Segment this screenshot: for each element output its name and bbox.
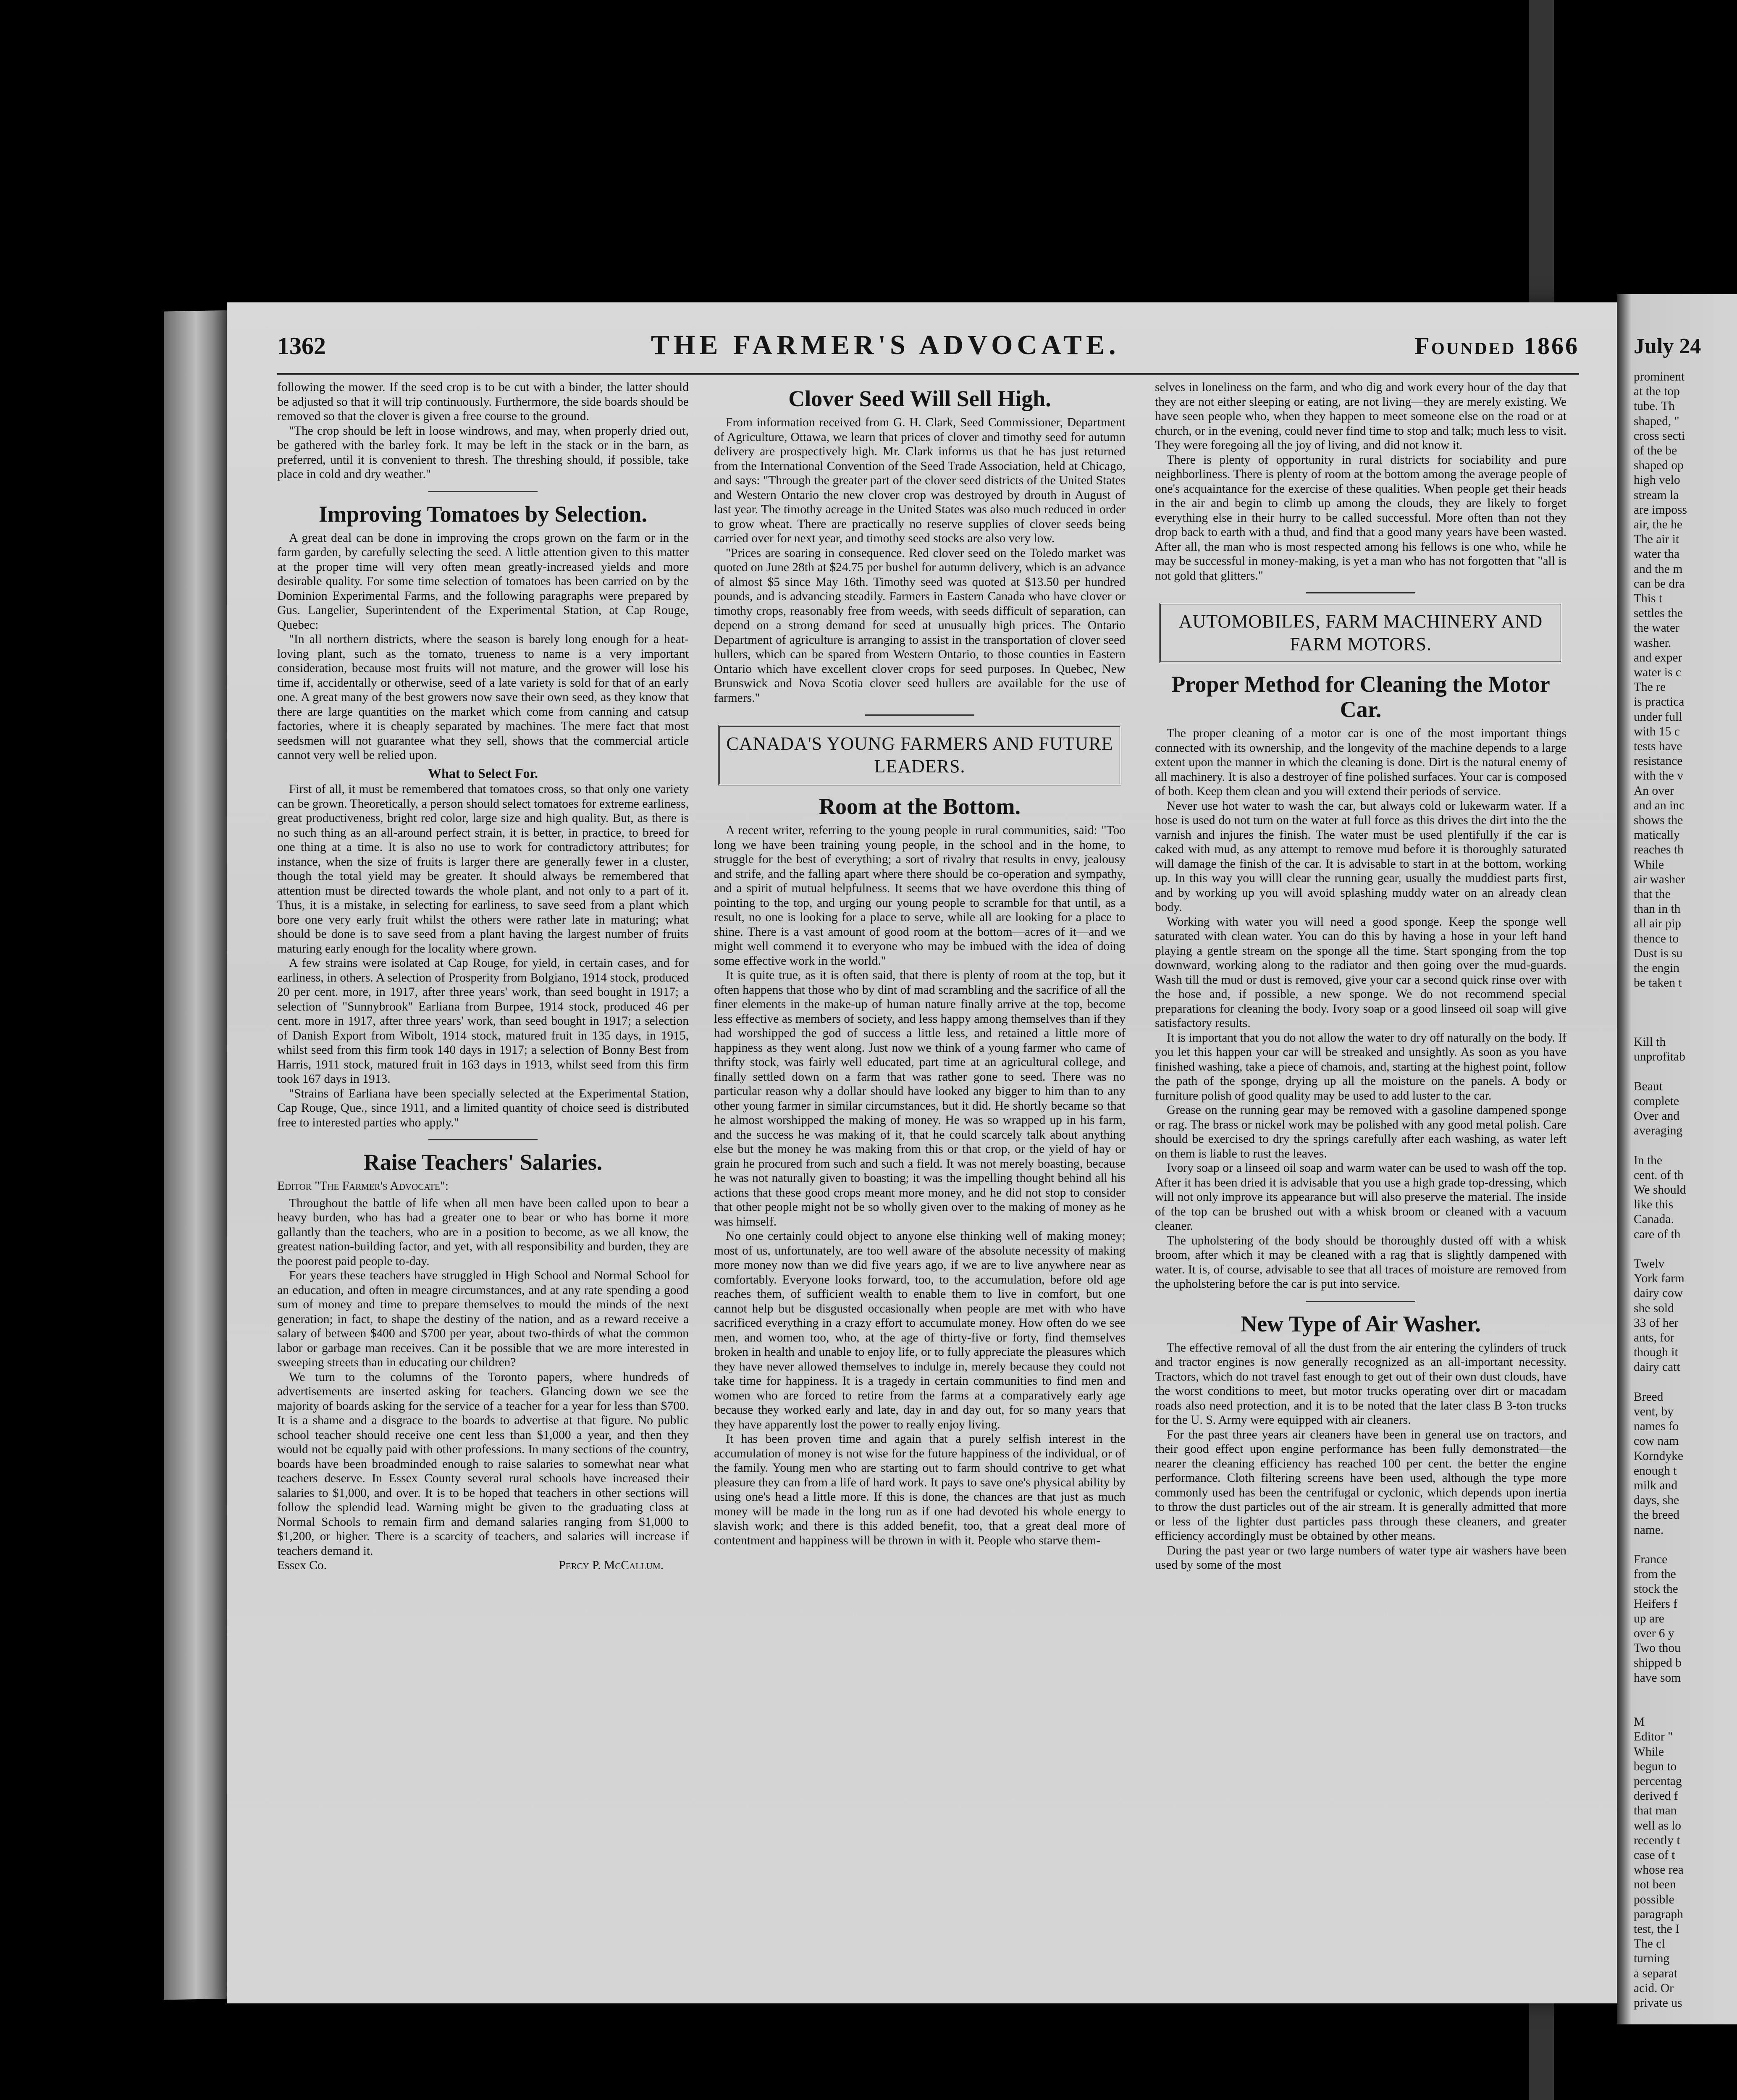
right-page-fragment [1617, 294, 1737, 2024]
section-divider [865, 714, 974, 716]
right-page-line: all air pip [1634, 917, 1682, 931]
right-page-line: France [1634, 1553, 1668, 1566]
signature-place: Essex Co. [277, 1559, 327, 1572]
right-page-line: stock the [1634, 1582, 1678, 1596]
right-page-line: Korndyke [1634, 1449, 1683, 1463]
right-page-line: vent, by [1634, 1405, 1674, 1418]
paragraph: The upholstering of the body should be thoroughly dusted off with a whisk broom, after which it may be cleaned with a rag that is slightly dampened with water. It is, of course, advisable to see that all traces of moisture are removed from the upholstering before the car is put into service. [1155, 1234, 1566, 1291]
paragraph: A recent writer, referring to the young people in rural communities, said: "Too long we have been training young people, in the school and in the home, to struggle for the best of everything; a sort of rivalry that results in envy, jealousy and strife, and the falling apart where there should be co-operation and sympathy, and a spirit of mutual helpfulness. It seems that we have overdone this thing of pointing to the top, and urging our young people to scramble for that until, as a result, no one is looking for a place to serve, while all are looking for a place to shine. There is a vast amount of good room at the bottom—acres of it—and we might well commend it to everyone who may be imbued with the idea of doing some effective work in the world." [714, 824, 1126, 968]
column-3 [1155, 380, 1566, 1989]
right-page-line: shipped b [1634, 1656, 1682, 1670]
right-page-line: cross secti [1634, 429, 1685, 443]
right-page-line: averaging [1634, 1124, 1683, 1138]
right-page-line: and the m [1634, 562, 1683, 576]
right-page-line: is practica [1634, 695, 1685, 709]
right-page-line: matically [1634, 828, 1680, 842]
right-page-line: tube. Th [1634, 399, 1675, 413]
paragraph: First of all, it must be remembered that tomatoes cross, so that only one variety can be grown. Theoretically, a person should select tomatoes for extreme earliness, great productiveness, bright red color, large size and high quality. But, as there is no such thing as an all-around perfect strain, it is better, in practice, to breed for one thing at a time. It is also no use to work for contradictory attributes; for instance, when the size of fruits is larger there are generally fewer in a cluster, though the total yield may be greater. It should always be remembered that attention must be directed towards the whole plant, and not only to a part of it. Thus, it is a mistake, in selecting for earliness, to save seed from a plant which bore one very early fruit whilst the others were rather late in maturing; what should be done is to save seed from a plant having the largest number of fruits maturing early enough for the locality where grown. [277, 782, 689, 956]
paragraph: Grease on the running gear may be removed with a gasoline dampened sponge or rag. The brass or nickel work may be polished with any good metal polish. Care should be exercised to dry the springs carefully after each washing, as water left on them is liable to rust the leaves. [1155, 1103, 1566, 1160]
left-page [227, 302, 1625, 2003]
right-page-line: shaped op [1634, 459, 1684, 472]
department-box: CANADA'S YOUNG FARMERS AND FUTURE LEADERS. [718, 725, 1121, 785]
right-page-line: whose rea [1634, 1863, 1684, 1877]
right-page-line: In the [1634, 1153, 1662, 1167]
right-page-line: unprofitab [1634, 1050, 1685, 1064]
right-page-line: washer. [1634, 636, 1671, 650]
right-page-line: high velo [1634, 473, 1680, 487]
right-page-line: turning [1634, 1952, 1670, 1966]
right-page-line: possible [1634, 1893, 1674, 1906]
founded-line: Founded 1866 [1414, 332, 1579, 360]
right-page-line: While [1634, 1745, 1664, 1759]
paragraph: A few strains were isolated at Cap Rouge, for yield, in certain cases, and for earliness, in others. A selection of Prosperity from Bolgiano, 1914 stock, produced 20 per cent. more, in 1917, after three years' work, than seed bought in 1917; a selection of "Sunnybrook" Earliana from Burpee, 1914 stock, produced 46 per cent. more in 1917, after three years' work, than seed bought in 1917; a selection of Danish Export from Wibolt, 1914 stock, matured fruit in 135 days, in 1915, whilst seed from this firm took 140 days in 1917; a selection of Bonny Best from Harris, 1911 stock, matured fruit in 163 days in 1913, whilst seed from this firm took 167 days in 1913. [277, 956, 689, 1086]
right-page-line: derived f [1634, 1789, 1678, 1803]
right-page-line: air, the he [1634, 518, 1682, 531]
right-page-line: water is c [1634, 666, 1682, 679]
paragraph: selves in loneliness on the farm, and who dig and work every hour of the day that they are not either sleeping or eating, are not living—they are merely existing. We have seen people who, when they happen to meet someone else on the road or at church, or in the evening, could never find time to stop and talk; much less to visit. They were foregoing all the joy of living, and did not know it. [1155, 381, 1566, 452]
right-page-line: Kill th [1634, 1035, 1666, 1049]
right-page-line: Beaut [1634, 1079, 1663, 1093]
paragraph: "Prices are soaring in consequence. Red clover seed on the Toledo market was quoted on June 28th at $24.75 per bushel for autumn delivery, which is an advance of almost $5 since May 16th. Timothy seed was quoted at $13.50 per hundred pounds, and is advancing steadily. Farmers in Eastern Canada who have clover or timothy crops, reasonably free from weeds, with seeds difficult of separation, can depend on a strong demand for seed at unusually high prices. The Ontario Department of agriculture is arranging to assist in the transportation of clover seed hullers, which can be spared from Western Ontario, to those counties in Eastern Ontario which have excellent clover crops for seed purposes. In Quebec, New Brunswick and Nova Scotia clover seed hullers are available for the use of farmers." [714, 546, 1126, 705]
paragraph: The effective removal of all the dust from the air entering the cylinders of truck and tractor engines is now generally recognized as an all-important necessity. Tractors, which do not travel fast enough to get out of their own dust clouds, have the worst conditions to meet, but motor trucks operating over dirt or macadam roads also need protection, and it is to be noted that the later class B 3-ton trucks for the U. S. Army were equipped with air cleaners. [1155, 1341, 1566, 1427]
right-page-line: shaped, " [1634, 414, 1679, 428]
paragraph: It is important that you do not allow the water to dry off naturally on the body. If you let this happen your car will be streaked and unsightly. As soon as you have finished washing, take a piece of chamois, and, starting at the highest point, follow the path of the sponge, drying up all the moisture on the panels. A body or furniture polish of good quality may be used to add luster to the car. [1155, 1031, 1566, 1102]
right-page-line: paragraph [1634, 1907, 1683, 1921]
right-page-line: private us [1634, 1996, 1682, 2010]
paragraph: No one certainly could object to anyone else thinking well of making money; most of us, unfortunately, are too well aware of the absolute necessity of making more money now than we did five years ago, if we are to live anywhere near as comfortably. Everyone looks forward, too, to the accumulation, before old age reaches them, of sufficient wealth to enable them to live in comfort, but one cannot help but be disgusted occasionally when people are met with who have sacrificed everything in a crazy effort to accumulate money. How often do we see men, and women too, who, at the age of thirty-five or forty, find themselves broken in health and unable to enjoy life, or to fully appreciate the pleasures which they have never allowed themselves to indulge in, merely because they could not take time for happiness. It is a tragedy in certain communities to find men and women who are forced to retire from the farms at a comparatively early age because they worked early and late, day in and day out, for so many years that they have apparently lost the power to really enjoy living. [714, 1229, 1126, 1431]
paragraph: Working with water you will need a good sponge. Keep the sponge well saturated with clean water. You can do this by having a hose in your left hand playing a gentle stream on the sponge all the time. Start sponging from the top downward, working along to the radiator and then going over the mud-guards. Wash till the mud or dust is removed, give your car a second quick rinse over with the hose and, if possible, a new sponge. We do not recommend special preparations for cleaning the body. Ivory soap or a good linseed oil soap will give satisfactory results. [1155, 915, 1566, 1030]
paragraph: Ivory soap or a linseed oil soap and warm water can be used to wash off the top. After it has been dried it is advisable that you use a high grade top-dressing, which will not only improve its appearance but will also preserve the material. The inside of the top can be brushed out with a whisk broom or cleaned with a vacuum cleaner. [1155, 1161, 1566, 1233]
right-page-line: a separat [1634, 1966, 1677, 1980]
right-page-line: ants, for [1634, 1331, 1674, 1344]
paragraph: From information received from G. H. Clark, Seed Commissioner, Department of Agriculture, Ottawa, we learn that prices of clover and timothy seed for autumn delivery are prospectively high. Mr. Clark informs us that he has just returned from the International Convention of the Seed Trade Association, held at Chicago, and says: "Through the greater part of the clover seed districts of the United States and Western Ontario the new clover crop was destroyed by drouth in August of last year. The timothy acreage in the United States was also much reduced in order to grow wheat. There are practically no reserve supplies of clover seeds being carried over for next year, and timothy seed stocks are also very low. [714, 416, 1126, 545]
right-page-line: While [1634, 858, 1664, 872]
right-page-line: The cl [1634, 1937, 1665, 1951]
right-page-line: tests have [1634, 740, 1682, 753]
header-rule [277, 373, 1579, 375]
right-page-line: Editor " [1634, 1730, 1673, 1744]
right-page-line: at the top [1634, 385, 1680, 399]
section-divider [1306, 592, 1415, 593]
right-page-header: July 24 [1634, 334, 1701, 358]
column-2 [714, 380, 1126, 1989]
masthead: THE FARMER'S ADVOCATE. [651, 330, 1120, 360]
paragraph: During the past year or two large numbers of water type air washers have been used by some of the most [1155, 1544, 1566, 1572]
right-page-line: thence to [1634, 932, 1679, 945]
right-page-line: and exper [1634, 651, 1682, 664]
right-page-line: Over and [1634, 1109, 1679, 1123]
right-page-line: The re [1634, 680, 1666, 694]
right-page-line: Twelv [1634, 1257, 1665, 1270]
article-heading: New Type of Air Washer. [1241, 1311, 1481, 1336]
section-divider [428, 491, 538, 492]
article-heading: Proper Method for Cleaning the Motor Car. [1171, 672, 1550, 722]
right-page-line: days, she [1634, 1494, 1679, 1507]
right-page-line: Canada. [1634, 1213, 1674, 1226]
right-page-line: resistance [1634, 754, 1683, 768]
right-page-line: case of t [1634, 1848, 1675, 1862]
right-page-line: 33 of her [1634, 1316, 1679, 1330]
page-number: 1362 [277, 332, 326, 360]
signature-name: Percy P. McCallum. [559, 1559, 664, 1572]
paragraph: There is plenty of opportunity in rural districts for sociability and pure neighborliness. There is plenty of room at the bottom among the average people of one's acquaintance for the exercise of these qualities. When people get their heads in the air and begin to climb up among the clouds, they are likely to forget everything else in their hurry to be called successful. More often than not they drop back to earth with a thud, and find that a good many years have been wasted. After all, the man who is most respected among his fellows is one who, while he may be successful in money-making, is yet a man who has not forgotten that "all is not gold that glitters." [1155, 453, 1566, 583]
column-1 [277, 380, 689, 1989]
right-page-line: M [1634, 1715, 1645, 1729]
article-heading: Improving Tomatoes by Selection. [318, 501, 648, 527]
right-page-line: and an inc [1634, 798, 1685, 812]
right-page-line: of the be [1634, 444, 1677, 457]
paragraph: Throughout the battle of life when all men have been called upon to bear a heavy burden, who has had a greater one to bear or who has borne it more gallantly than the teachers, who are in a position to become, as we all know, the greatest nation-building factor, and yet, with all responsibility and burden, they are the poorest paid people to-day. [277, 1196, 689, 1268]
paragraph: A great deal can be done in improving the crops grown on the farm or in the farm garden, by carefully selecting the seed. A little attention given to this matter at the proper time will very often mean greatly-increased yields and more desirable quality. For some time selection of tomatoes has been carried on by the Dominion Experimental Farms, and the following paragraphs were prepared by Gus. Langelier, Superintendent of the Experimental Station, at Cap Rouge, Quebec: [277, 531, 689, 632]
right-page-line: Heifers f [1634, 1597, 1678, 1611]
paragraph: Never use hot water to wash the car, but always cold or lukewarm water. If a hose is used do not turn on the water at full force as this drives the dirt into the the varnish and injures the finish. The water must be used plentifully if the car is caked with mud, as any attempt to remove mud before it is thoroughly saturated will damage the finish of the car. It is advisable to start in at the bottom, working up. In this way you willl clear the running gear, usually the muddiest parts first, and by working up you will avoid splashing muddy water on an already clean body. [1155, 799, 1566, 914]
right-page-line: prominent [1634, 370, 1685, 383]
paragraph: "The crop should be left in loose windrows, and may, when properly dried out, be gathered with the barley fork. It may be left in the stack or in the barn, as preferred, until it is convenient to thresh. The threshing should, if possible, take place in cold and dry weather." [277, 424, 689, 481]
paragraph: For years these teachers have struggled in High School and Normal School for an education, and often in meagre circumstances, and at any rate spending a good sum of money and time to prepare themselves to mould the minds of the next generation; in fact, to shape the destiny of the nation, and as a reward receive a salary of between $400 and $700 per year, about two-thirds of what the common labor or garbage man receives. Can it be possible that we are more interested in sweeping streets than in educating our children? [277, 1269, 689, 1369]
right-page-line: with 15 c [1634, 724, 1680, 738]
right-page-line: the breed [1634, 1508, 1679, 1522]
paragraph: The proper cleaning of a motor car is one of the most important things connected with its ownership, and the longevity of the machine depends to a large extent upon the manner in which the cleaning is done. Dirt is the natural enemy of all machinery. It is also a destroyer of fine polished surfaces. Your car is composed of both. Keep them clean and you will extend their periods of service. [1155, 727, 1566, 798]
paragraph: It is quite true, as it is often said, that there is plenty of room at the top, but it often happens that those who by dint of mad scrambling and the sacrifice of all the finer elements in the make-up of human nature finally arrive at the top, become less effective as members of society, and less happy among themselves than if they had worshipped the god of success a little less, and retained a little more of happiness as they went along. Just now we think of a young farmer who came of thrifty stock, was fairly well educated, part time at an agricultural college, and finally settled down on a farm that was rather gone to seed. There was no particular reason why a dollar should have looked any bigger to him than to any other young farmer in similar circumstances, but it did. He shortly became so that he almost worshipped the making of money. He was so wrapped up in his farm, and the success he was making of it, that he could scarcely talk about anything else but the money he was making from this or that crop, or the yield of hay or grain he procured from such and such a field. It was not merely boasting, because he was not naturally given to boasting; it was the impelling thought behind all his actions that these good crops meant more money, and he did not stop to consider that other people might not be so wholly given over to the making of money as he was himself. [714, 969, 1126, 1228]
article-heading: Raise Teachers' Salaries. [363, 1150, 603, 1175]
right-page-line: water tha [1634, 547, 1679, 561]
right-page-line: enough t [1634, 1464, 1677, 1478]
right-page-line: reaches th [1634, 843, 1684, 857]
right-page-line: An over [1634, 784, 1674, 798]
right-page-line: with the v [1634, 769, 1683, 783]
right-page-line: be taken t [1634, 976, 1682, 990]
right-page-line: that the [1634, 887, 1671, 901]
paragraph: For the past three years air cleaners have been in general use on tractors, and their good effect upon engine performance has been fully demonstrated—the nearer the cleaning efficiency has reached 100 per cent. the better the engine performance. Cloth filtering screens have been used, although the type more commonly used has been the centrifugal or cyclonic, which depends upon inertia to throw the dust particles out of the air stream. It is generally admitted that more or less of the lighter dust particles pass through these cleaners, and greater efficiency accordingly must be obtained by other means. [1155, 1428, 1566, 1543]
book-binding-edge [164, 310, 235, 2000]
paragraph: following the mower. If the seed crop is to be cut with a binder, the latter should be adjusted so that it will trip continuously. Furthermore, the side boards should be removed so that the clover is given a free course to the ground. [277, 381, 689, 423]
right-page-line: the engin [1634, 961, 1679, 975]
right-page-line: The air it [1634, 533, 1679, 546]
paragraph: "Strains of Earliana have been specially selected at the Experimental Station, Cap Rouge, Que., since 1911, and a limited quantity of choice seed is distributed free to interested parties who apply." [277, 1087, 689, 1129]
section-divider [428, 1139, 538, 1140]
article-heading: Clover Seed Will Sell High. [788, 386, 1051, 411]
right-page-line: like this [1634, 1198, 1674, 1212]
paragraph: It has been proven time and again that a purely selfish interest in the accumulation of money is not wise for the future happiness of the individual, or of the family. Young men who are starting out to farm should contrive to get what pleasure they can from a life of hard work. It pays to save one's physical ability by using one's head a little more. If this is done, the chances are that just as much money will be made in the long run as if one had devoted his whole energy to slavish work; and there is this added benefit, too, that a great deal more of contentment and happiness will be thrown in with it. People who starve them- [714, 1432, 1126, 1547]
right-page-line: over 6 y [1634, 1627, 1674, 1640]
running-header [277, 332, 1579, 370]
right-page-line: dairy catt [1634, 1360, 1680, 1374]
right-page-line: complete [1634, 1094, 1679, 1108]
paragraph: "In all northern districts, where the season is barely long enough for a heat-loving plant, such as the tomato, trueness to name is a very important consideration, because most fruits will not mature, and the grower will lose his time if, accidentally or otherwise, seed of a late variety is sold for that of an early one. A great many of the best growers now save their own seed, as they know that there are large quantities on the market which come from canning and catsup factories, where it is cheaply separated by machines. The mere fact that most seedsmen will not guarantee what they sell, shows that the commercial article cannot very well be relied upon. [277, 633, 689, 762]
right-page-line: that man [1634, 1804, 1677, 1818]
right-page-line: We should [1634, 1183, 1686, 1197]
right-page-line: recently t [1634, 1833, 1680, 1847]
right-page-line: test, the I [1634, 1922, 1679, 1936]
right-page-line: she sold [1634, 1301, 1674, 1315]
right-page-line: shows the [1634, 814, 1683, 827]
right-page-line: the water [1634, 621, 1679, 635]
editor-salutation: Editor "The Farmer's Advocate": [277, 1179, 449, 1193]
right-page-line: acid. Or [1634, 1981, 1674, 1995]
right-page-line: begun to [1634, 1759, 1677, 1773]
right-page-line: York farm [1634, 1272, 1685, 1286]
article-heading: Room at the Bottom. [819, 794, 1021, 819]
right-page-line: cow nam [1634, 1434, 1679, 1448]
right-page-line: This t [1634, 592, 1663, 605]
right-page-line: percentag [1634, 1774, 1682, 1788]
subheading: What to Select For. [428, 765, 538, 781]
right-page-line: dairy cow [1634, 1286, 1683, 1300]
department-box: AUTOMOBILES, FARM MACHINERY AND FARM MOTORS. [1159, 603, 1562, 663]
right-page-line: though it [1634, 1346, 1678, 1360]
right-page-line: up are [1634, 1612, 1664, 1625]
right-page-line: stream la [1634, 488, 1679, 502]
section-divider [1306, 1301, 1415, 1302]
right-page-line: air washer [1634, 872, 1685, 886]
right-page-line: than in th [1634, 902, 1681, 916]
right-page-line: Two thou [1634, 1641, 1681, 1655]
right-page-line: well as lo [1634, 1819, 1682, 1832]
right-page-line: settles the [1634, 606, 1683, 620]
right-page-line: name. [1634, 1523, 1664, 1537]
right-page-line: have som [1634, 1671, 1681, 1685]
right-page-line: are imposs [1634, 503, 1687, 517]
right-page-line: can be dra [1634, 577, 1685, 591]
right-page-line: names fo [1634, 1420, 1679, 1433]
right-page-line: Breed [1634, 1390, 1664, 1404]
right-page-line: milk and [1634, 1479, 1678, 1492]
right-page-line: cent. of th [1634, 1168, 1684, 1182]
right-page-line: from the [1634, 1567, 1676, 1581]
paragraph: We turn to the columns of the Toronto papers, where hundreds of advertisements are inserted asking for teachers. Glancing down we see the majority of boards asking for the service of a teacher for a year for less than $700. It is a shame and a disgrace to the boards to advertise at that figure. No public school teacher should receive one cent less than $1,000 a year, and then they would not be equally paid with other professions. In many sections of the country, boards have been broadminded enough to raise salaries to somewhat near what teachers deserve. In Essex County several rural schools have increased their salaries to $1,000, and over. It is to be hoped that teachers in other sections will follow the splendid lead. Warning might be given to the graduating class at Normal Schools to remain firm and demand salaries ranging from $1,000 to $1,200, or higher. There is a scarcity of teachers, and salaries will increase if teachers demand it. [277, 1370, 689, 1558]
right-page-line: care of th [1634, 1227, 1681, 1241]
right-page-line: under full [1634, 710, 1682, 724]
right-page-line: not been [1634, 1878, 1676, 1892]
signature-line [277, 1558, 689, 1573]
right-page-line: Dust is su [1634, 946, 1683, 960]
